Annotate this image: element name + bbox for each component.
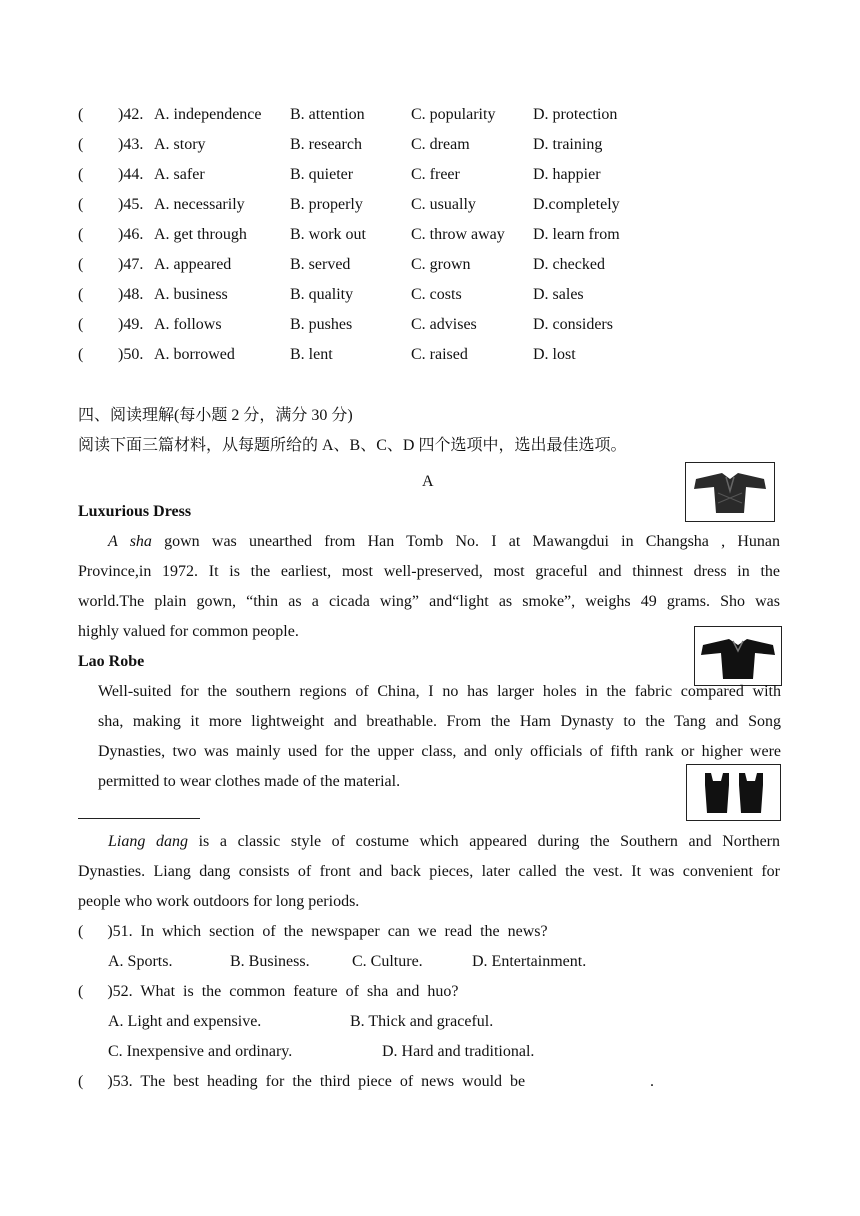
cloze-paren: (	[78, 316, 84, 333]
cloze-d: D. checked	[533, 256, 605, 273]
cloze-num: )48.	[118, 286, 144, 303]
cloze-b: B. served	[290, 256, 351, 273]
q51-option-c: C. Culture.	[352, 953, 423, 970]
cloze-c: C. advises	[411, 316, 477, 333]
question-51-stem: ( )51. In which section of the newspaper can we read the news?	[78, 923, 548, 940]
cloze-a: A. independence	[154, 106, 262, 123]
cloze-a: A. business	[154, 286, 228, 303]
cloze-a: A. story	[154, 136, 206, 153]
cloze-a: A. safer	[154, 166, 205, 183]
cloze-b: B. quieter	[290, 166, 354, 183]
q52-option-c: C. Inexpensive and ordinary.	[108, 1043, 293, 1060]
cloze-d: D. learn from	[533, 226, 620, 243]
paragraph-2-line-1: Well-suited for the southern regions of China, I no has larger holes in the fabric compared with	[98, 683, 781, 700]
cloze-c: C. usually	[411, 196, 476, 213]
cloze-c: C. raised	[411, 346, 468, 363]
heading-lao-robe: Lao Robe	[78, 653, 145, 670]
robe-image	[694, 626, 782, 686]
paragraph-1-line-4: highly valued for common people.	[78, 623, 299, 640]
cloze-d: D. sales	[533, 286, 584, 303]
cloze-num: )50.	[118, 346, 144, 363]
cloze-d: D.completely	[533, 196, 620, 213]
blank-heading-line	[78, 818, 200, 819]
paragraph-3-line-1: Liang dang is a classic style of costume which appeared during the Southern and Northern	[108, 833, 781, 850]
question-52-stem: ( )52. What is the common feature of sha and huo?	[78, 983, 459, 1000]
cloze-d: D. protection	[533, 106, 618, 123]
paragraph-1-line-3: world.The plain gown, “thin as a cicada wing” and“light as smoke”, weighs 49 grams. Sho was	[78, 593, 780, 610]
cloze-b: B. attention	[290, 106, 365, 123]
cloze-c: C. freer	[411, 166, 460, 183]
question-53-blank-end: .	[650, 1073, 654, 1090]
paragraph-2-line-2: sha, making it more lightweight and breathable. From the Ham Dynasty to the Tang and Song	[98, 713, 781, 730]
cloze-num: )47.	[118, 256, 144, 273]
cloze-a: A. necessarily	[154, 196, 245, 213]
vest-image	[686, 764, 781, 821]
cloze-c: C. dream	[411, 136, 470, 153]
cloze-num: )43.	[118, 136, 144, 153]
cloze-num: )45.	[118, 196, 144, 213]
paragraph-3-line-2: Dynasties. Liang dang consists of front and back pieces, later called the vest. It was convenient for	[78, 863, 780, 880]
cloze-d: D. happier	[533, 166, 601, 183]
cloze-b: B. properly	[290, 196, 363, 213]
cloze-b: B. lent	[290, 346, 333, 363]
cloze-paren: (	[78, 346, 84, 363]
cloze-num: )42.	[118, 106, 144, 123]
cloze-d: D. training	[533, 136, 603, 153]
cloze-num: )49.	[118, 316, 144, 333]
cloze-d: D. lost	[533, 346, 576, 363]
cloze-c: C. throw away	[411, 226, 505, 243]
q51-option-d: D. Entertainment.	[472, 953, 587, 970]
paragraph-3-line-3: people who work outdoors for long periods.	[78, 893, 360, 910]
cloze-paren: (	[78, 256, 84, 273]
section-title: 四、阅读理解(每小题 2 分，满分 30 分)	[78, 407, 353, 424]
cloze-paren: (	[78, 226, 84, 243]
paragraph-2-line-4: permitted to wear clothes made of the material.	[98, 773, 401, 790]
gown-image	[685, 462, 775, 522]
cloze-a: A. follows	[154, 316, 222, 333]
paragraph-2-line-3: Dynasties, two was mainly used for the upper class, and only officials of fifth rank or higher were	[98, 743, 781, 760]
cloze-b: B. quality	[290, 286, 354, 303]
paragraph-1-line-1: A sha gown was unearthed from Han Tomb No. I at Mawangdui in Changsha , Hunan	[108, 533, 780, 550]
cloze-paren: (	[78, 286, 84, 303]
cloze-c: C. popularity	[411, 106, 496, 123]
cloze-b: B. work out	[290, 226, 366, 243]
cloze-a: A. get through	[154, 226, 247, 243]
section-instruction: 阅读下面三篇材料，从每题所给的 A、B、C、D 四个选项中，选出最佳选项。	[78, 437, 627, 454]
cloze-b: B. research	[290, 136, 362, 153]
cloze-paren: (	[78, 196, 84, 213]
q52-option-a: A. Light and expensive.	[108, 1013, 262, 1030]
cloze-c: C. costs	[411, 286, 462, 303]
q52-option-d: D. Hard and traditional.	[382, 1043, 535, 1060]
paragraph-1-line-2: Province,in 1972. It is the earliest, most well-preserved, most graceful and thinnest dress in the	[78, 563, 780, 580]
cloze-num: )46.	[118, 226, 144, 243]
cloze-paren: (	[78, 166, 84, 183]
question-53-stem: ( )53. The best heading for the third piece of news would be	[78, 1073, 526, 1090]
cloze-b: B. pushes	[290, 316, 353, 333]
cloze-paren: (	[78, 136, 84, 153]
cloze-c: C. grown	[411, 256, 471, 273]
q51-option-a: A. Sports.	[108, 953, 173, 970]
q52-option-b: B. Thick and graceful.	[350, 1013, 494, 1030]
q51-option-b: B. Business.	[230, 953, 310, 970]
passage-letter: A	[422, 473, 434, 490]
cloze-paren: (	[78, 106, 84, 123]
cloze-a: A. borrowed	[154, 346, 235, 363]
cloze-d: D. considers	[533, 316, 613, 333]
cloze-a: A. appeared	[154, 256, 232, 273]
cloze-num: )44.	[118, 166, 144, 183]
heading-luxurious-dress: Luxurious Dress	[78, 503, 192, 520]
